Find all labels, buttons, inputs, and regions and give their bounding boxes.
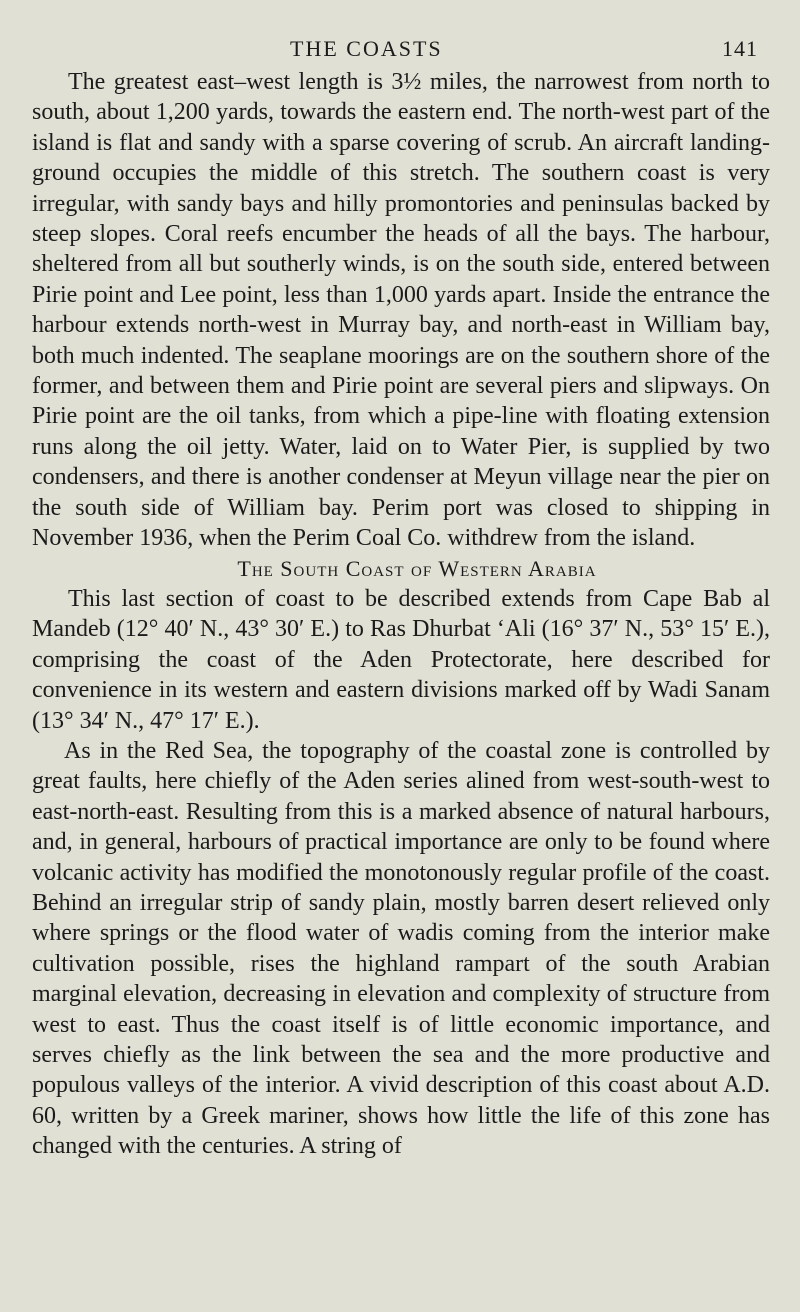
paragraph-perim-island: The greatest east–west length is 3½ miles, the narrowest from north to south, about 1,200 yards, towards the eastern end. The north-west part of the island is flat and sandy with a sparse covering of scrub. An aircraft landing-ground occupies the middle of this stretch. The southern coast is very irregular, with sandy bays and hilly promontories and peninsulas backed by steep slopes. Coral reefs encumber the heads of all the bays. The harbour, sheltered from all but southerly winds, is on the south side, entered between Pirie point and Lee point, less than 1,000 yards apart. Inside the entrance the harbour extends north-west in Murray bay, and north-east in William bay, both much indented. The seaplane moorings are on the southern shore of the former, and between them and Pirie point are several piers and slipways. On Pirie point are the oil tanks, from which a pipe-line with floating extension runs along the oil jetty. Water, laid on to Water Pier, is supplied by two condensers, and there is another condenser at Meyun village near the pier on the south side of William bay. Perim port was closed to shipping in November 1936, when the Perim Coal Co. withdrew from the island.: [32, 69, 770, 552]
body-text: [32, 67, 770, 1162]
running-title: THE COASTS: [290, 36, 443, 61]
running-head: [0, 36, 800, 66]
section-heading: The South Coast of Western Arabia: [237, 555, 597, 581]
paragraph-coast-extent: This last section of coast to be described extends from Cape Bab al Mandeb (12° 40′ N., 43° 30′ E.) to Ras Dhurbat ‘Ali (16° 37′ N., 53° 15′ E.), comprising the coast of the Aden Protectorate, here described for convenience in its western and eastern divisions marked off by Wadi Sanam (13° 34′ N., 47° 17′ E.).: [32, 585, 770, 734]
page-number: 141: [722, 36, 758, 61]
paragraph-topography: As in the Red Sea, the topography of the coastal zone is controlled by great faults, here chiefly of the Aden series alined from west-south-west to east-north-east. Resulting from this is a marked absence of natural harbours, and, in general, harbours of practical importance are only to be found where volcanic activity has modified the monotonously regular profile of the coast. Behind an irregular strip of sandy plain, mostly barren desert relieved only where springs or the flood water of wadis coming from the interior make cultivation possible, rises the highland rampart of the south Arabian marginal elevation, decreasing in elevation and complexity of structure from west to east. Thus the coast itself is of little economic importance, and serves chiefly as the link between the sea and the more productive and populous valleys of the interior. A vivid description of this coast about A.D. 60, written by a Greek mariner, shows how little the life of this zone has changed with the centuries. A string of: [32, 737, 770, 1160]
